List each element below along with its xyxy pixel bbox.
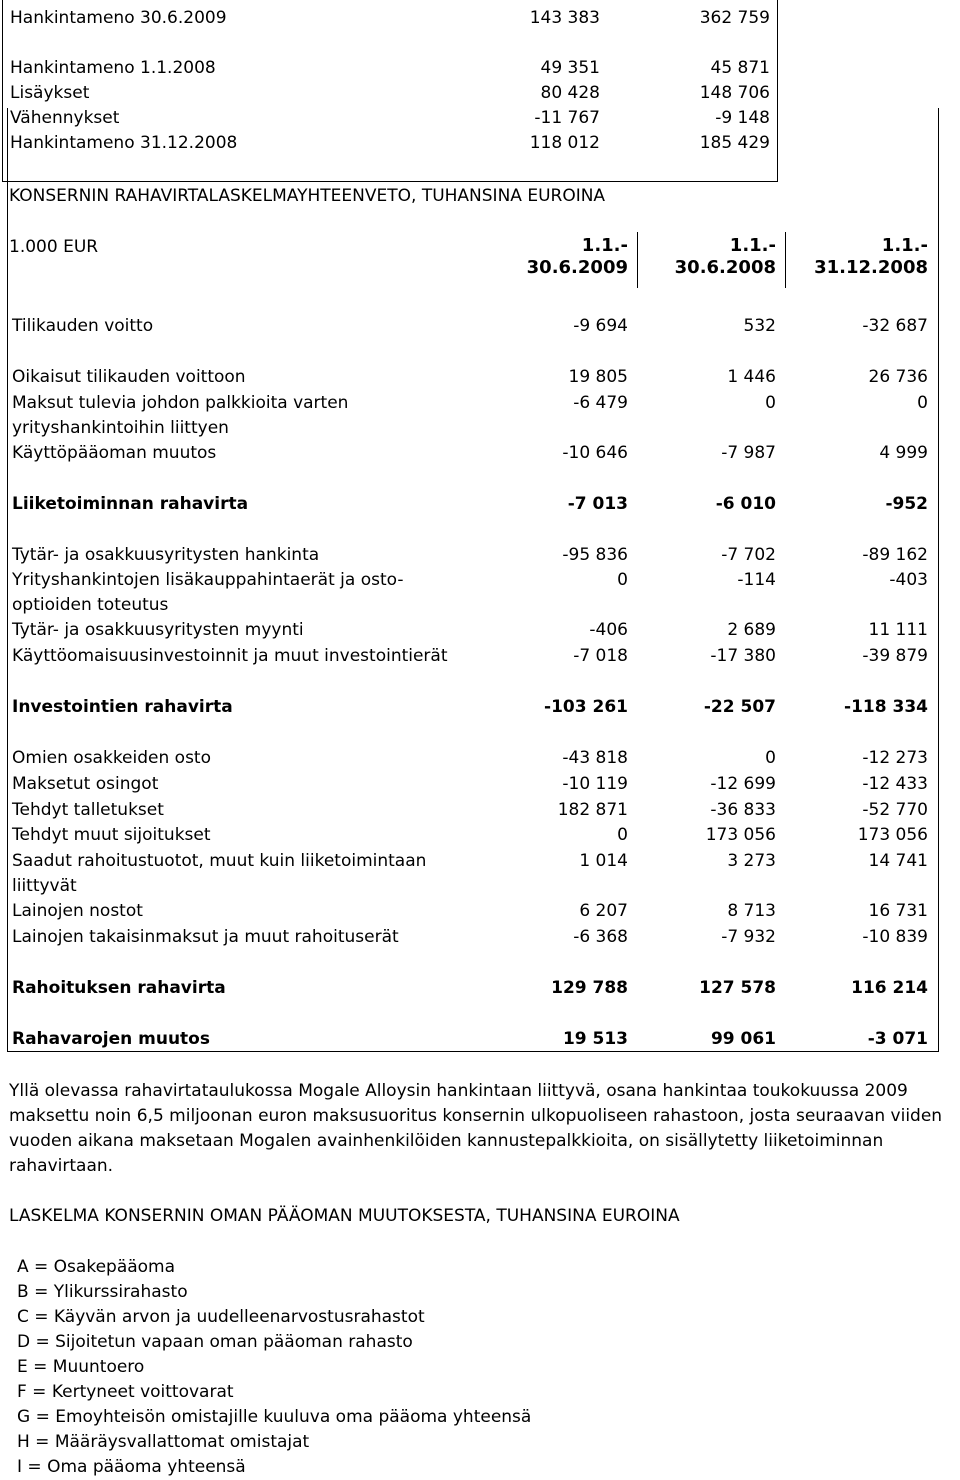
table-cell: -32 687 [862,316,928,336]
table-cell: 0 [765,748,776,768]
table-row-label: Tytär- ja osakkuusyritysten hankinta [12,545,320,565]
list-item: E = Muuntoero [17,1357,145,1377]
table-row-label: Rahavarojen muutos [12,1029,210,1049]
column-header-line: 30.6.2009 [526,257,628,278]
table-cell: -9 148 [715,108,770,128]
table-cell: 14 741 [868,851,928,871]
table-cell: -952 [885,494,928,514]
list-item: B = Ylikurssirahasto [17,1282,188,1302]
list-item: C = Käyvän arvon ja uudelleenarvostusrahastot [17,1307,425,1327]
table-cell: 0 [617,825,628,845]
table-row-label-continued: optioiden toteutus [12,595,169,615]
table-border [7,108,8,1052]
table-cell: 127 578 [699,978,776,998]
column-divider [637,232,638,288]
table-cell: -12 699 [710,774,776,794]
table-cell: 6 207 [579,901,628,921]
table-cell: 1 446 [727,367,776,387]
table-cell: -39 879 [862,646,928,666]
table-cell: -406 [589,620,628,640]
column-header-line: 1.1.- [881,235,928,256]
column-header [814,235,928,279]
table-border [7,1051,939,1052]
table-cell: -6 368 [573,927,628,947]
table-cell: 143 383 [529,8,600,28]
table-cell: 19 805 [568,367,628,387]
table-row-label: Tytär- ja osakkuusyritysten myynti [12,620,304,640]
column-header-line: 1.1.- [581,235,628,256]
table-cell: -6 479 [573,393,628,413]
list-item: H = Määräysvallattomat omistajat [17,1432,310,1452]
table-cell: -7 987 [721,443,776,463]
table-row-label: Hankintameno 30.6.2009 [10,8,227,28]
table-cell: -17 380 [710,646,776,666]
table-row-label: Yrityshankintojen lisäkauppahintaerät ja osto- [12,570,404,590]
table-row-label: Hankintameno 31.12.2008 [10,133,238,153]
table-row-label: Liiketoiminnan rahavirta [12,494,249,514]
table-row-label: Saadut rahoitustuotot, muut kuin liiketoimintaan [12,851,427,871]
column-header-line: 30.6.2008 [674,257,776,278]
table-cell: -7 702 [721,545,776,565]
list-item: D = Sijoitetun vapaan oman pääoman rahasto [17,1332,413,1352]
table-cell: -7 932 [721,927,776,947]
table-row-label: Tehdyt talletukset [12,800,164,820]
column-divider [785,232,786,288]
table-cell: -95 836 [562,545,628,565]
table-cell: -12 433 [862,774,928,794]
table-row-label: Käyttöpääoman muutos [12,443,217,463]
table-cell: 26 736 [868,367,928,387]
table-cell: 49 351 [540,58,600,78]
table-cell: -10 839 [862,927,928,947]
note-paragraph: Yllä olevassa rahavirtataulukossa Mogale Alloysin hankintaan liittyvä, osana hankintaa toukokuussa 2009 maksettu noin 6,5 miljoonan euron maksusuoritus konsernin ulkopuoliseen rahastoon, josta seuraavan viiden vuoden aikana maksetaan Mogalen avainhenkilöiden kannustepalkkioita, on sisällytetty liiketoiminnan rahavirtaan. [9,1081,943,1176]
table-cell: 80 428 [540,83,600,103]
column-header [675,235,776,279]
table-cell: -22 507 [703,697,776,717]
table-row-label: Vähennykset [10,108,120,128]
column-header [527,235,628,279]
cash-flow-title: KONSERNIN RAHAVIRTALASKELMAYHTEENVETO, TUHANSINA EUROINA [9,186,606,206]
table-cell: -10 646 [562,443,628,463]
table-cell: 2 689 [727,620,776,640]
table-cell: -11 767 [534,108,600,128]
table-row-label: Maksut tulevia johdon palkkioita varten [12,393,349,413]
table-cell: 45 871 [710,58,770,78]
table-row-label: Lisäykset [10,83,90,103]
table-cell: 532 [743,316,776,336]
table-row-label: Lainojen nostot [12,901,143,921]
equity-legend [17,1255,531,1480]
table-cell: 148 706 [699,83,770,103]
table-row-label: Tilikauden voitto [12,316,154,336]
table-cell: 129 788 [551,978,628,998]
table-row-label: Maksetut osingot [12,774,159,794]
table-cell: 173 056 [857,825,928,845]
table-cell: 1 014 [579,851,628,871]
table-cell: 4 999 [879,443,928,463]
table-cell: 0 [617,570,628,590]
table-cell: -403 [889,570,928,590]
table-cell: -3 071 [867,1029,928,1049]
unit-label: 1.000 EUR [9,237,99,257]
table-cell: -52 770 [862,800,928,820]
table-row-label-continued: liittyvät [12,876,77,896]
table-cell: -10 119 [562,774,628,794]
list-item: A = Osakepääoma [17,1257,176,1277]
table-cell: -6 010 [715,494,776,514]
table-cell: 19 513 [562,1029,628,1049]
table-row-label: Investointien rahavirta [12,697,233,717]
table-cell: 362 759 [699,8,770,28]
table-cell: -7 013 [567,494,628,514]
list-item: I = Oma pääoma yhteensä [17,1457,246,1477]
table-cell: 0 [765,393,776,413]
table-cell: 16 731 [868,901,928,921]
table-cell: 118 012 [529,133,600,153]
table-cell: -103 261 [544,697,628,717]
table-cell: 116 214 [851,978,928,998]
table-cell: -7 018 [573,646,628,666]
table-cell: 11 111 [868,620,928,640]
table-row-label: Käyttöomaisuusinvestoinnit ja muut investointierät [12,646,448,666]
table-cell: -118 334 [844,697,928,717]
column-header-line: 1.1.- [729,235,776,256]
table-cell: -36 833 [710,800,776,820]
list-item: G = Emoyhteisön omistajille kuuluva oma pääoma yhteensä [17,1407,532,1427]
table-cell: 182 871 [557,800,628,820]
table-cell: 3 273 [727,851,776,871]
table-cell: -12 273 [862,748,928,768]
table-row-label: Rahoituksen rahavirta [12,978,226,998]
table-row-label: Hankintameno 1.1.2008 [10,58,216,78]
table-row-label: Omien osakkeiden osto [12,748,211,768]
equity-section-title: LASKELMA KONSERNIN OMAN PÄÄOMAN MUUTOKSESTA, TUHANSINA EUROINA [9,1206,680,1226]
table-border [938,108,939,1052]
table-cell: 0 [917,393,928,413]
table-cell: -89 162 [862,545,928,565]
table-cell: -114 [737,570,776,590]
table-cell: 8 713 [727,901,776,921]
table-row-label: Tehdyt muut sijoitukset [12,825,211,845]
table-cell: 99 061 [710,1029,776,1049]
table-row-label-continued: yrityshankintoihin liittyen [12,418,229,438]
list-item: F = Kertyneet voittovarat [17,1382,234,1402]
table-row-label: Lainojen takaisinmaksut ja muut rahoituserät [12,927,399,947]
table-cell: 185 429 [699,133,770,153]
table-cell: 173 056 [705,825,776,845]
table-row-label: Oikaisut tilikauden voittoon [12,367,246,387]
table-cell: -43 818 [562,748,628,768]
column-header-line: 31.12.2008 [814,257,928,278]
table-cell: -9 694 [573,316,628,336]
